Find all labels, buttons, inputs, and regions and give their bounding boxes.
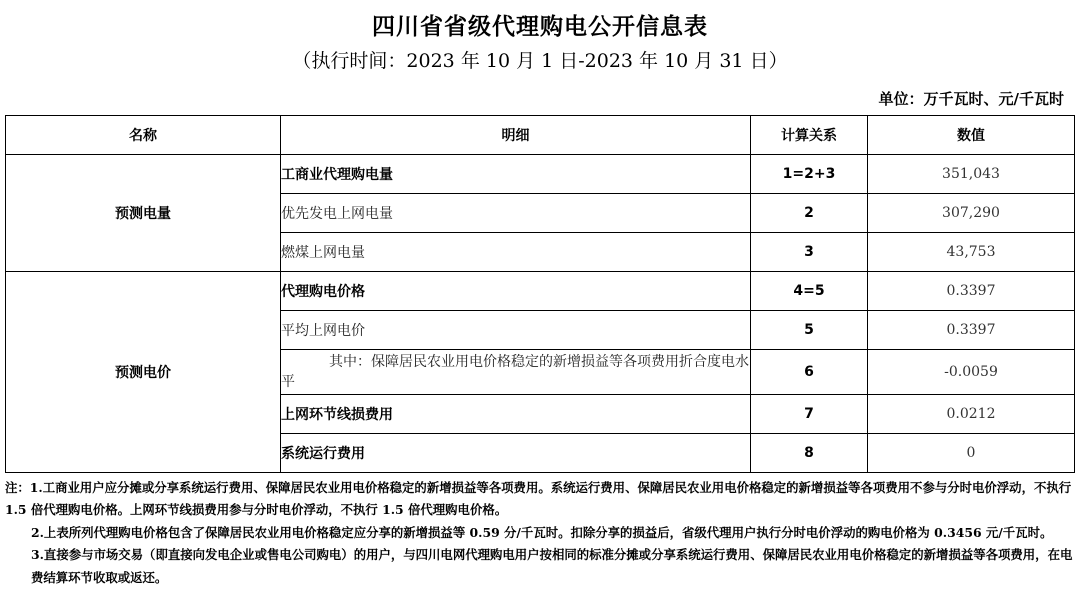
- row-calc: 2: [751, 194, 868, 233]
- info-table: [5, 115, 1075, 473]
- header-name: 名称: [6, 116, 281, 155]
- row-value: -0.0059: [868, 350, 1075, 395]
- row-detail: 系统运行费用: [281, 434, 751, 473]
- row-detail: 平均上网电价: [281, 311, 751, 350]
- row-value: 307,290: [868, 194, 1075, 233]
- row-value: 0: [868, 434, 1075, 473]
- row-detail: 优先发电上网电量: [281, 194, 751, 233]
- header-detail: 明细: [281, 116, 751, 155]
- row-value: 0.3397: [868, 311, 1075, 350]
- row-calc: 8: [751, 434, 868, 473]
- row-value: 0.0212: [868, 395, 1075, 434]
- header-value: 数值: [868, 116, 1075, 155]
- row-calc: 6: [751, 350, 868, 395]
- table-header-row: [6, 116, 1075, 155]
- row-value: 351,043: [868, 155, 1075, 194]
- row-detail: 上网环节线损费用: [281, 395, 751, 434]
- group-forecast-volume: 预测电量: [6, 155, 281, 272]
- row-detail: [281, 350, 751, 395]
- row-detail: 工商业代理购电量: [281, 155, 751, 194]
- row-calc: 5: [751, 311, 868, 350]
- row-calc: 7: [751, 395, 868, 434]
- row-value: 43,753: [868, 233, 1075, 272]
- row-value: 0.3397: [868, 272, 1075, 311]
- document-title: 四川省省级代理购电公开信息表: [372, 13, 708, 40]
- row-calc: 4=5: [751, 272, 868, 311]
- row-detail: 燃煤上网电量: [281, 233, 751, 272]
- notes-section: [5, 477, 1077, 589]
- document-subtitle: （执行时间：2023 年 10 月 1 日-2023 年 10 月 31 日）: [292, 50, 788, 72]
- row-detail: 代理购电价格: [281, 272, 751, 311]
- note-3: 3.直接参与市场交易（即直接向发电企业或售电公司购电）的用户，与四川电网代理购电用户按相同的标准分摊或分享系统运行费用、保障居民农业用电价格稳定的新增损益等各项费用，在电费结算环节收取或返还。: [31, 547, 1073, 585]
- row-calc: 1=2+3: [751, 155, 868, 194]
- note-1: 注：1.工商业用户应分摊或分享系统运行费用、保障居民农业用电价格稳定的新增损益等各项费用。系统运行费用、保障居民农业用电价格稳定的新增损益等各项费用不参与分时电价浮动，不执行 1.5 倍代理购电价格。上网环节线损费用参与分时电价浮动，不执行 1.5 倍代理购电价格。: [5, 480, 1072, 518]
- row-calc: 3: [751, 233, 868, 272]
- header-calc: 计算关系: [751, 116, 868, 155]
- row-detail-text: 其中：保障居民农业用电价格稳定的新增损益等各项费用折合度电水平: [281, 354, 749, 390]
- table-row: [6, 155, 1075, 194]
- unit-label: 单位：万千瓦时、元/千瓦时: [878, 90, 1064, 108]
- note-2: 2.上表所列代理购电价格包含了保障居民农业用电价格稳定应分享的新增损益等 0.59 分/千瓦时。扣除分享的损益后，省级代理用户执行分时电价浮动的购电价格为 0.3456 元/千瓦时。: [31, 524, 1053, 540]
- group-forecast-price: 预测电价: [6, 272, 281, 473]
- table-row: [6, 272, 1075, 311]
